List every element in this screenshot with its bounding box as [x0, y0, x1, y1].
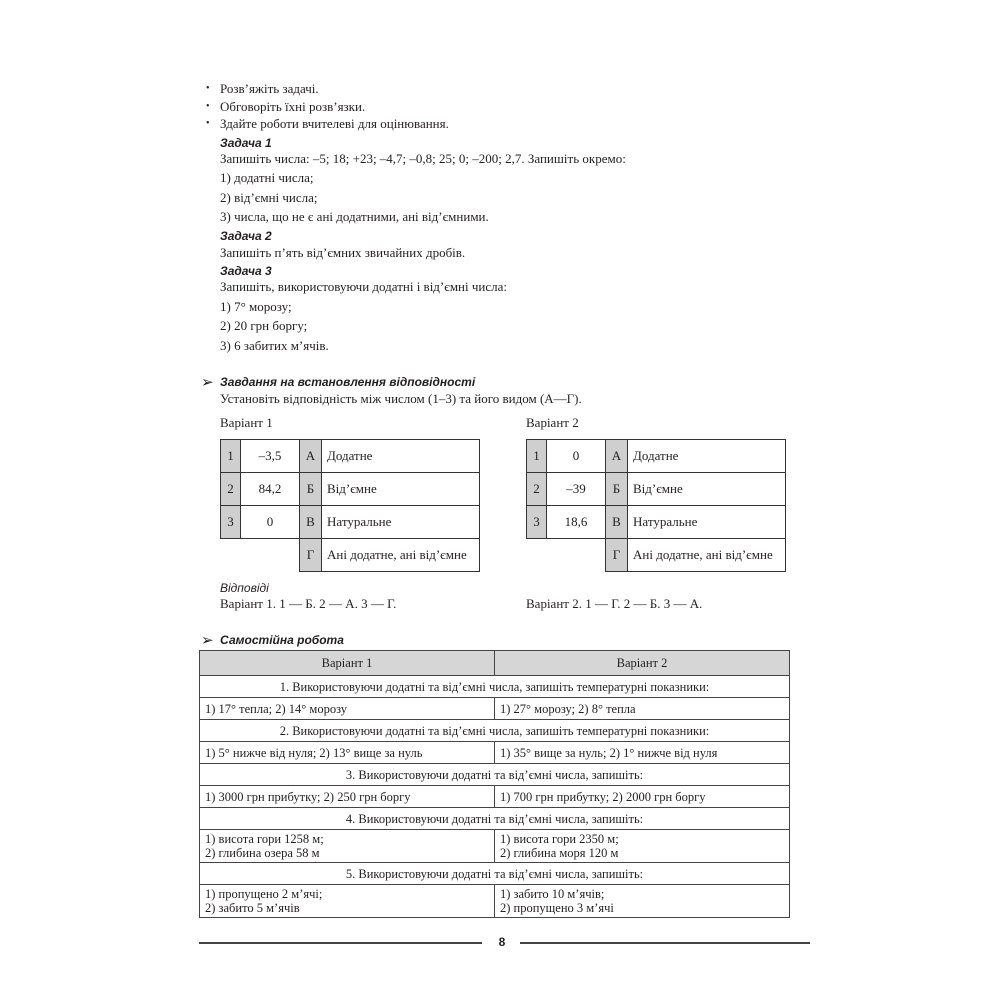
task1-item-1: 1) додатні числа;	[220, 170, 314, 185]
bullet-icon: •	[206, 101, 210, 112]
option-description: Натуральне	[322, 506, 480, 539]
arrow-bullet-icon: ➢	[201, 373, 214, 391]
variant1-cell	[200, 830, 495, 863]
row-number: 1	[221, 440, 241, 473]
answer-line: 2) глибина моря 120 м	[500, 846, 619, 860]
table-row	[200, 720, 790, 742]
answer-line: 1) забито 10 м’ячів;	[500, 887, 605, 901]
task-statement: 2. Використовуючи додатні та від’ємні числа, запишіть температурні показники:	[200, 720, 790, 742]
task-statement: 5. Використовуючи додатні та від’ємні числа, запишіть:	[200, 863, 790, 885]
option-letter: Б	[300, 473, 322, 506]
matching-instruction: Установіть відповідність між числом (1–3) та його видом (А—Г).	[220, 391, 582, 406]
option-letter: А	[300, 440, 322, 473]
task3-title: Задача 3	[220, 264, 272, 278]
footer-rule-right	[520, 942, 810, 944]
row-number: 2	[221, 473, 241, 506]
variant1-cell: 1) 5° нижче від нуля; 2) 13° вище за нуль	[200, 742, 495, 764]
column-header-variant2: Варіант 2	[495, 651, 790, 676]
number-value: –3,5	[241, 440, 300, 473]
row-number: 1	[527, 440, 547, 473]
variant2-cell: 1) 700 грн прибутку; 2) 2000 грн боргу	[495, 786, 790, 808]
table-row	[200, 698, 790, 720]
table-row	[221, 473, 480, 506]
table-row	[200, 885, 790, 918]
table-row	[221, 440, 480, 473]
variant1-cell	[200, 885, 495, 918]
task2-prompt: Запишіть п’ять від’ємних звичайних дробів.	[220, 245, 466, 260]
table-row	[221, 539, 480, 572]
answer-line: 1) пропущено 2 м’ячі;	[205, 887, 323, 901]
task3-item-3: 3) 6 забитих м’ячів.	[220, 338, 329, 353]
task3-item-1: 1) 7° морозу;	[220, 299, 292, 314]
variant2-cell	[495, 885, 790, 918]
footer-rule-left	[199, 942, 482, 944]
intro-bullet-2: Обговоріть їхні розв’язки.	[220, 99, 366, 114]
table-row	[527, 440, 786, 473]
option-letter: В	[300, 506, 322, 539]
table-row	[527, 473, 786, 506]
task-statement: 3. Використовуючи додатні та від’ємні числа, запишіть:	[200, 764, 790, 786]
table-row	[200, 786, 790, 808]
task1-title: Задача 1	[220, 136, 272, 150]
table-row	[200, 676, 790, 698]
number-value: –39	[547, 473, 606, 506]
table-row	[200, 830, 790, 863]
task1-item-3: 3) числа, що не є ані додатними, ані від’ємними.	[220, 209, 489, 224]
task1-prompt: Запишіть числа: –5; 18; +23; –4,7; –0,8; 25; 0; –200; 2,7. Запишіть окремо:	[220, 151, 626, 166]
task3-prompt: Запишіть, використовуючи додатні і від’ємні числа:	[220, 279, 508, 294]
option-description: Від’ємне	[628, 473, 786, 506]
task-statement: 1. Використовуючи додатні та від’ємні числа, запишіть температурні показники:	[200, 676, 790, 698]
option-letter: Г	[606, 539, 628, 572]
option-letter: Г	[300, 539, 322, 572]
table-row	[221, 506, 480, 539]
task3-item-2: 2) 20 грн боргу;	[220, 318, 308, 333]
variant1-answer: Варіант 1. 1 — Б. 2 — А. 3 — Г.	[220, 596, 397, 611]
row-number: 2	[527, 473, 547, 506]
option-description: Ані додатне, ані від’ємне	[322, 539, 480, 572]
option-description: Натуральне	[628, 506, 786, 539]
variant1-title: Варіант 1	[220, 415, 273, 430]
arrow-bullet-icon: ➢	[201, 631, 214, 649]
table-row	[200, 742, 790, 764]
variant1-cell: 1) 17° тепла; 2) 14° морозу	[200, 698, 495, 720]
answer-line: 1) висота гори 2350 м;	[500, 832, 619, 846]
answer-line: 2) забито 5 м’ячів	[205, 901, 300, 915]
intro-bullet-3: Здайте роботи вчителеві для оцінювання.	[220, 116, 449, 131]
table-row	[527, 539, 786, 572]
variant2-cell	[495, 830, 790, 863]
number-value: 0	[241, 506, 300, 539]
variant2-answer: Варіант 2. 1 — Г. 2 — Б. 3 — А.	[526, 596, 703, 611]
independent-heading: Самостійна робота	[220, 633, 344, 647]
table-row	[527, 506, 786, 539]
number-value: 18,6	[547, 506, 606, 539]
column-header-variant1: Варіант 1	[200, 651, 495, 676]
option-letter: А	[606, 440, 628, 473]
number-value: 0	[547, 440, 606, 473]
option-description: Додатне	[628, 440, 786, 473]
matching-heading: Завдання на встановлення відповідності	[220, 375, 476, 389]
intro-bullet-1: Розв’яжіть задачі.	[220, 81, 319, 96]
task2-title: Задача 2	[220, 229, 272, 243]
option-description: Додатне	[322, 440, 480, 473]
table-row	[200, 764, 790, 786]
variant1-matching-table	[220, 439, 480, 572]
task1-item-2: 2) від’ємні числа;	[220, 190, 318, 205]
answers-label: Відповіді	[220, 581, 269, 595]
number-value: 84,2	[241, 473, 300, 506]
table-header-row	[200, 651, 790, 676]
independent-work-table	[199, 650, 790, 918]
task-statement: 4. Використовуючи додатні та від’ємні числа, запишіть:	[200, 808, 790, 830]
table-row	[200, 863, 790, 885]
row-number: 3	[221, 506, 241, 539]
option-letter: Б	[606, 473, 628, 506]
row-number: 3	[527, 506, 547, 539]
variant2-cell: 1) 27° морозу; 2) 8° тепла	[495, 698, 790, 720]
bullet-icon: •	[206, 118, 210, 129]
option-letter: В	[606, 506, 628, 539]
answer-line: 1) висота гори 1258 м;	[205, 832, 324, 846]
variant1-cell: 1) 3000 грн прибутку; 2) 250 грн боргу	[200, 786, 495, 808]
answer-line: 2) пропущено 3 м’ячі	[500, 901, 614, 915]
option-description: Від’ємне	[322, 473, 480, 506]
variant2-cell: 1) 35° вище за нуль; 2) 1° нижче від нуля	[495, 742, 790, 764]
table-row	[200, 808, 790, 830]
variant2-matching-table	[526, 439, 786, 572]
answer-line: 2) глибина озера 58 м	[205, 846, 320, 860]
bullet-icon: •	[206, 83, 210, 94]
variant2-title: Варіант 2	[526, 415, 579, 430]
option-description: Ані додатне, ані від’ємне	[628, 539, 786, 572]
page-number: 8	[498, 935, 506, 949]
